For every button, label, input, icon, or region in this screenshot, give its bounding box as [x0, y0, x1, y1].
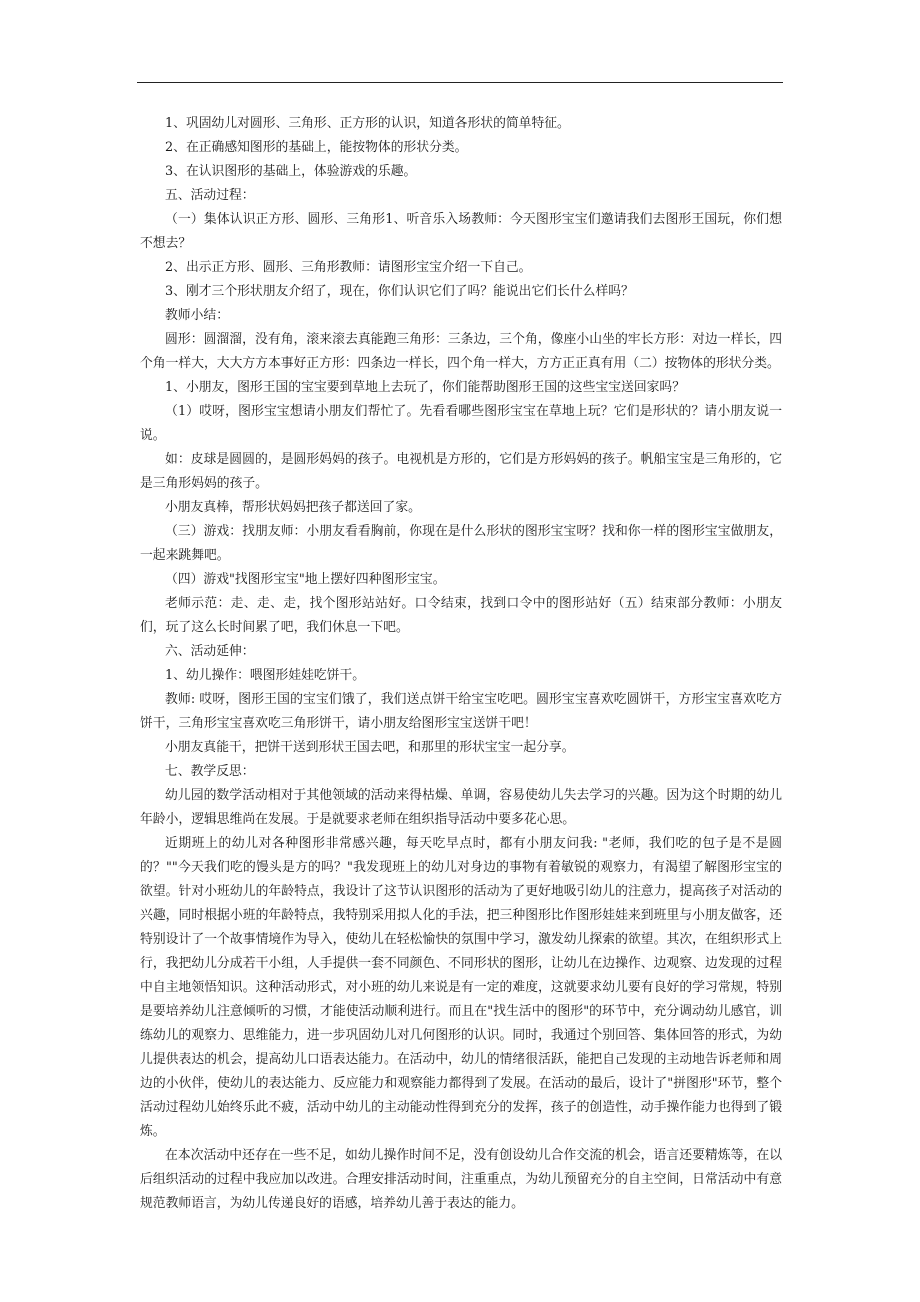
paragraph: 1、幼儿操作：喂图形娃娃吃饼干。 — [165, 668, 366, 683]
paragraph: （四）游戏"找图形宝宝"地上摆好四种图形宝宝。 — [165, 572, 446, 587]
paragraph: 3、在认识图形的基础上，体验游戏的乐趣。 — [165, 164, 417, 179]
document-body — [140, 112, 782, 1216]
paragraph: 1、巩固幼儿对圆形、三角形、正方形的认识，知道各形状的简单特征。 — [165, 116, 570, 131]
paragraph: 在本次活动中还存在一些不足，如幼儿操作时间不足，没有创设幼儿合作交流的机会，语言还要精炼等，在以后组织活动的过程中我应加以改进。合理安排活动时间，注重重点，为幼儿预留充分的自主空间，日常活动中有意规范教师语言，为幼儿传递良好的语感，培养幼儿善于表达的能力。 — [140, 1148, 782, 1211]
paragraph: 小朋友真能干，把饼干送到形状王国去吧，和那里的形状宝宝一起分享。 — [165, 740, 575, 755]
paragraph: （1）哎呀，图形宝宝想请小朋友们帮忙了。先看看哪些图形宝宝在草地上玩？它们是形状的？请小朋友说一说。 — [140, 404, 782, 443]
paragraph: 教师小结： — [165, 308, 229, 323]
section-heading: 七、教学反思： — [165, 764, 255, 779]
paragraph: 2、出示正方形、圆形、三角形教师：请图形宝宝介绍一下自己。 — [165, 260, 532, 275]
paragraph: 幼儿园的数学活动相对于其他领域的活动来得枯燥、单调，容易使幼儿失去学习的兴趣。因为这个时期的幼儿年龄小，逻辑思维尚在发展。于是就要求老师在组织指导活动中要多花心思。 — [140, 788, 782, 827]
paragraph: （一）集体认识正方形、圆形、三角形1、听音乐入场教师：今天图形宝宝们邀请我们去图形王国玩，你们想不想去？ — [140, 212, 782, 251]
paragraph: 老师示范：走、走、走，找个图形站站好。口令结束，找到口令中的图形站好（五）结束部分教师：小朋友们，玩了这么长时间累了吧，我们休息一下吧。 — [140, 596, 782, 635]
paragraph: 小朋友真棒，帮形状妈妈把孩子都送回了家。 — [165, 500, 421, 515]
section-heading: 五、活动过程： — [165, 188, 255, 203]
paragraph: 近期班上的幼儿对各种图形非常感兴趣，每天吃早点时，都有小朋友问我: "老师，我们吃的包子是不是圆的？""今天我们吃的馒头是方的吗？"我发现班上的幼儿对身边的事物有着敏锐的观察力，有渴望了解图形宝宝的欲望。针对小班幼儿的年龄特点，我设计了这节认识图形的活动为了更好地吸引幼儿的注意力，提高孩子对活动的兴趣，同时根据小班的年龄特点，我特别采用拟人化的手法，把三种图形比作图形娃娃来到班里与小朋友做客，还特别设计了一个故事情境作为导入，使幼儿在轻松愉快的氛围中学习，激发幼儿探索的欲望。其次，在组织形式上行，我把幼儿分成若干小组，人手提供一套不同颜色、不同形状的图形，让幼儿在边操作、边观察、边发现的过程中自主地领悟知识。这种活动形式，对小班的幼儿来说是有一定的难度，这就要求幼儿要有良好的学习常规，特别是要培养幼儿注意倾听的习惯，才能使活动顺利进行。而且在"找生活中的图形"的环节中，充分调动幼儿感官，训练幼儿的观察力、思维能力，进一步巩固幼儿对几何图形的认识。同时，我通过个别回答、集体回答的形式，为幼儿提供表达的机会，提高幼儿口语表达能力。在活动中，幼儿的情绪很活跃，能把自己发现的主动地告诉老师和周边的小伙伴，使幼儿的表达能力、反应能力和观察能力都得到了发展。在活动的最后，设计了"拼图形"环节，整个活动过程幼儿始终乐此不疲，活动中幼儿的主动能动性得到充分的发挥，孩子的创造性，动手操作能力也得到了锻炼。 — [140, 836, 782, 1139]
header-rule — [137, 82, 783, 83]
paragraph: （三）游戏：找朋友师：小朋友看看胸前，你现在是什么形状的图形宝宝呀？找和你一样的图形宝宝做朋友，一起来跳舞吧。 — [140, 524, 782, 563]
section-heading: 六、活动延伸： — [165, 644, 255, 659]
paragraph: 教师: 哎呀，图形王国的宝宝们饿了，我们送点饼干给宝宝吃吧。圆形宝宝喜欢吃圆饼干，方形宝宝喜欢吃方饼干，三角形宝宝喜欢吃三角形饼干，请小朋友给图形宝宝送饼干吧！ — [140, 692, 782, 731]
paragraph: 1、小朋友，图形王国的宝宝要到草地上去玩了，你们能帮助图形王国的这些宝宝送回家吗？ — [165, 380, 686, 395]
paragraph: 如：皮球是圆圆的，是圆形妈妈的孩子。电视机是方形的，它们是方形妈妈的孩子。帆船宝宝是三角形的，它是三角形妈妈的孩子。 — [140, 452, 782, 491]
paragraph: 2、在正确感知图形的基础上，能按物体的形状分类。 — [165, 140, 468, 155]
paragraph: 3、刚才三个形状朋友介绍了，现在，你们认识它们了吗？能说出它们长什么样吗？ — [165, 284, 634, 299]
paragraph: 圆形：圆溜溜，没有角，滚来滚去真能跑三角形：三条边，三个角，像座小山坐的牢长方形：对边一样长，四个角一样大，大大方方本事好正方形：四条边一样长，四个角一样大，方方正正真有用（二）按物体的形状分类。 — [140, 332, 782, 371]
